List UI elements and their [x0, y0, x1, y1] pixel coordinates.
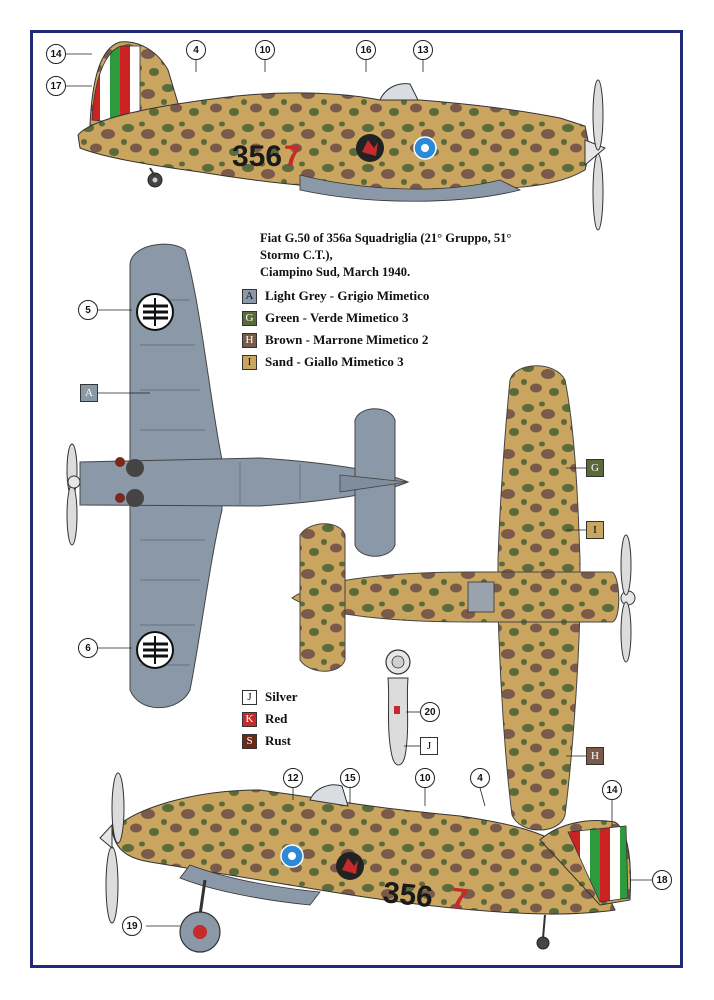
- callout-20: 20: [420, 702, 440, 722]
- bottom-side-profile: [100, 773, 652, 952]
- callout-16: 16: [356, 40, 376, 60]
- callout-13: 13: [413, 40, 433, 60]
- callout-10-top: 10: [255, 40, 275, 60]
- swatch-g: G: [242, 311, 257, 326]
- paint-legend: [242, 285, 429, 373]
- legend-label: Red: [265, 711, 288, 726]
- callout-14-top: 14: [46, 44, 66, 64]
- legend-label: Rust: [265, 733, 292, 748]
- top-code-digit: 7: [284, 140, 301, 173]
- legend-item-green: [242, 307, 429, 329]
- legend-item-rust: [242, 730, 298, 752]
- legend-label: Brown - Marrone Mimetico 2: [265, 332, 429, 347]
- legend-label: Green - Verde Mimetico 3: [265, 310, 409, 325]
- caption-line-1: Fiat G.50 of 356a Squadriglia (21° Gruppo, 51° Stormo C.T.),: [260, 231, 512, 262]
- callout-14-bottom: 14: [602, 780, 622, 800]
- callout-18: 18: [652, 870, 672, 890]
- callout-12: 12: [283, 768, 303, 788]
- upper-surface-view: [292, 366, 635, 830]
- tag-a: A: [80, 384, 98, 402]
- swatch-k: K: [242, 712, 257, 727]
- legend-label: Sand - Giallo Mimetico 3: [265, 354, 404, 369]
- swatch-s: S: [242, 734, 257, 749]
- legend-item-sand: [242, 351, 429, 373]
- callout-6: 6: [78, 638, 98, 658]
- underwing-insignia-bottom: [137, 632, 173, 668]
- tag-h: H: [586, 747, 604, 765]
- swatch-h: H: [242, 333, 257, 348]
- legend-item-light-grey: [242, 285, 429, 307]
- legend-label: Light Grey - Grigio Mimetico: [265, 288, 430, 303]
- top-side-profile: [66, 42, 605, 230]
- callout-5: 5: [78, 300, 98, 320]
- tag-g: G: [586, 459, 604, 477]
- callout-15: 15: [340, 768, 360, 788]
- swatch-i: I: [242, 355, 257, 370]
- propeller-detail: [386, 650, 420, 765]
- legend-label: Silver: [265, 689, 298, 704]
- bottom-code-digit: 7: [449, 882, 470, 917]
- tag-i: I: [586, 521, 604, 539]
- legend-item-red: [242, 708, 298, 730]
- callout-17: 17: [46, 76, 66, 96]
- top-code-number: 356: [232, 140, 283, 173]
- caption-line-2: Ciampino Sud, March 1940.: [260, 265, 411, 279]
- swatch-a: A: [242, 289, 257, 304]
- bottom-code-number: 356: [381, 876, 435, 915]
- callout-19: 19: [122, 916, 142, 936]
- callout-4-top: 4: [186, 40, 206, 60]
- detail-legend: [242, 686, 298, 752]
- tag-j: J: [420, 737, 438, 755]
- callout-4-bottom: 4: [470, 768, 490, 788]
- underwing-insignia-top: [137, 294, 173, 330]
- aircraft-caption: [260, 230, 550, 281]
- callout-10-bottom: 10: [415, 768, 435, 788]
- legend-item-silver: [242, 686, 298, 708]
- legend-item-brown: [242, 329, 429, 351]
- swatch-j: J: [242, 690, 257, 705]
